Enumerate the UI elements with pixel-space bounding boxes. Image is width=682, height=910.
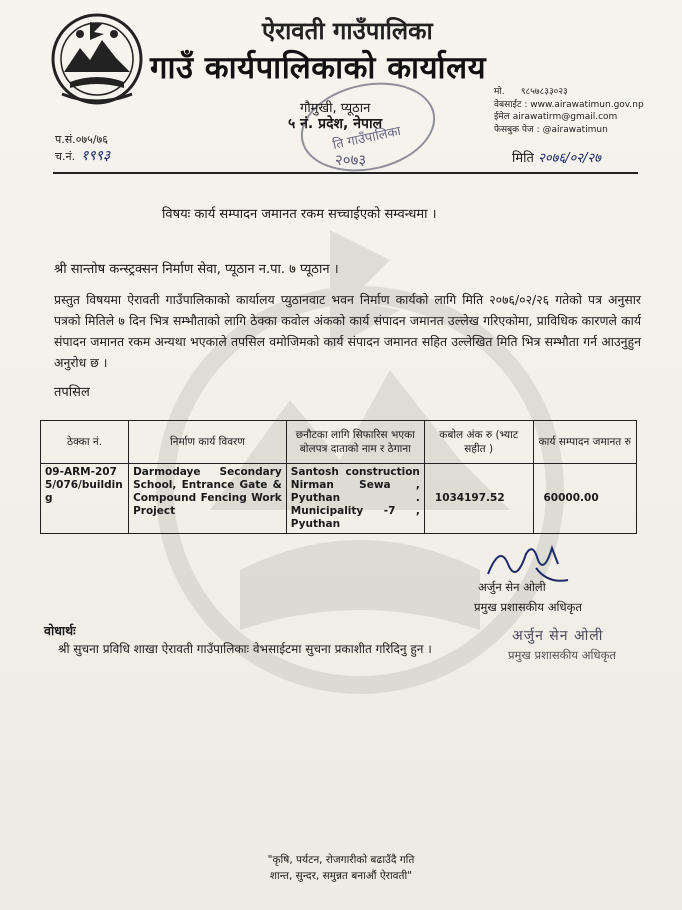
name-stamp: अर्जुन सेन ओली xyxy=(512,628,604,644)
cc-recipient: श्री सुचना प्रविधि शाखा ऐरावती गाउँपालिकाः वेभसाईटमा सुचना प्रकाशीत गरिदिनु हुन । xyxy=(58,642,432,656)
contact-phone: मो. ९८५७८३३०२३ xyxy=(494,87,568,97)
header-performance-bond: कार्य सम्पादन जमानत रु xyxy=(533,421,637,464)
letter-date: मिति २०७६/०२/२७ xyxy=(512,151,601,166)
header-bidder: छनौटका लागि सिफारिस भएका बोलपत्र दाताको नाम र ठेगाना xyxy=(286,421,424,464)
signatory-title: प्रमुख प्रशासकीय अधिकृत xyxy=(474,600,582,614)
letter-number: प.सं.०७५/७६ xyxy=(55,133,108,146)
contract-table xyxy=(40,420,637,534)
contact-email[interactable]: ईमेल airawatirm@gmail.com xyxy=(494,112,618,122)
contact-block xyxy=(494,86,644,136)
stamp-text: ति गाउँपालिका xyxy=(331,123,403,153)
dispatch-number: च.नं. १९९३ xyxy=(55,148,111,164)
cell-bidder: Santosh construction Nirman Sewa , Pyuthan . Municipality -7 , Pyuthan xyxy=(286,464,424,534)
stamp-year: २०७३ xyxy=(335,151,367,169)
letter-subject: विषयः कार्य सम्पादन जमानत रकम सच्चाईएको सम्वन्धमा । xyxy=(162,207,437,222)
table-row xyxy=(41,464,637,534)
address-line-2: ५ नं. प्रदेश, नेपाल xyxy=(288,116,383,132)
header-bid-amount: कबोल अंक रु (भ्याट सहीत ) xyxy=(424,421,533,464)
contact-facebook[interactable]: फेसबुक पेज : @airawatimun xyxy=(494,124,608,135)
reference-block xyxy=(55,132,110,165)
government-emblem-icon xyxy=(50,12,144,106)
header-contract-no: ठेक्का नं. xyxy=(41,421,129,464)
signatory-name: अर्जुन सेन ओली xyxy=(478,580,546,594)
header-work-description: निर्माण कार्य विवरण xyxy=(129,421,287,464)
contact-website[interactable]: वेबसाईट : www.airawatimun.gov.np xyxy=(494,99,644,110)
cc-label: वोधार्थः xyxy=(44,623,76,638)
municipality-motto xyxy=(0,852,682,884)
municipality-name: ऐरावती गाउँपालिका xyxy=(262,17,433,45)
motto-line-1: "कृषि, पर्यटन, रोजगारीको बढाउँदै गति xyxy=(267,854,415,866)
cell-work-description: Darmodaye Secondary School, Entrance Gate & Compound Fencing Work Project xyxy=(129,464,287,534)
cell-contract-no: 09-ARM-2075/076/building xyxy=(41,464,129,534)
letter-body: प्रस्तुत विषयमा ऐरावती गाउँपालिकाको कार्यालय प्युठानवाट भवन निर्माण कार्यको लागि मिति २०७६/०२/२६ गतेको पत्र अनुसार पत्रको मितिले ७ दिन भित्र सम्भौताको लागि ठेक्का कवोल अंकको कार्य संपादन जमानत उल्लेख गरिएकोमा, प्राविधिक कारणले कार्य संपादन जमानत रकम अन्यथा भएकाले तपसिल वमोजिमको कार्य संपादन जमानत सहित उल्लेखित मिति भित्र सम्भौता गर्न आउनुहुन अनुरोध छ । xyxy=(54,292,641,370)
office-name: गाउँ कार्यपालिकाको कार्यालय xyxy=(150,50,487,86)
cell-performance-bond: 60000.00 xyxy=(533,464,637,534)
motto-line-2: शान्त, सुन्दर, समुन्नत बनाऔं ऐरावती" xyxy=(269,870,413,882)
letter-addressee: श्री सान्तोष कन्स्ट्रक्सन निर्माण सेवा, प्यूठान न.पा. ७ प्यूठान । xyxy=(54,262,339,277)
details-heading: तपसिल xyxy=(54,385,90,400)
address-line-1: गौमुखी, प्यूठान xyxy=(300,101,371,116)
cell-bid-amount: 1034197.52 xyxy=(424,464,533,534)
table-header-row xyxy=(41,421,637,464)
title-stamp: प्रमुख प्रशासकीय अधिकृत xyxy=(508,648,616,662)
header-divider xyxy=(53,172,638,174)
